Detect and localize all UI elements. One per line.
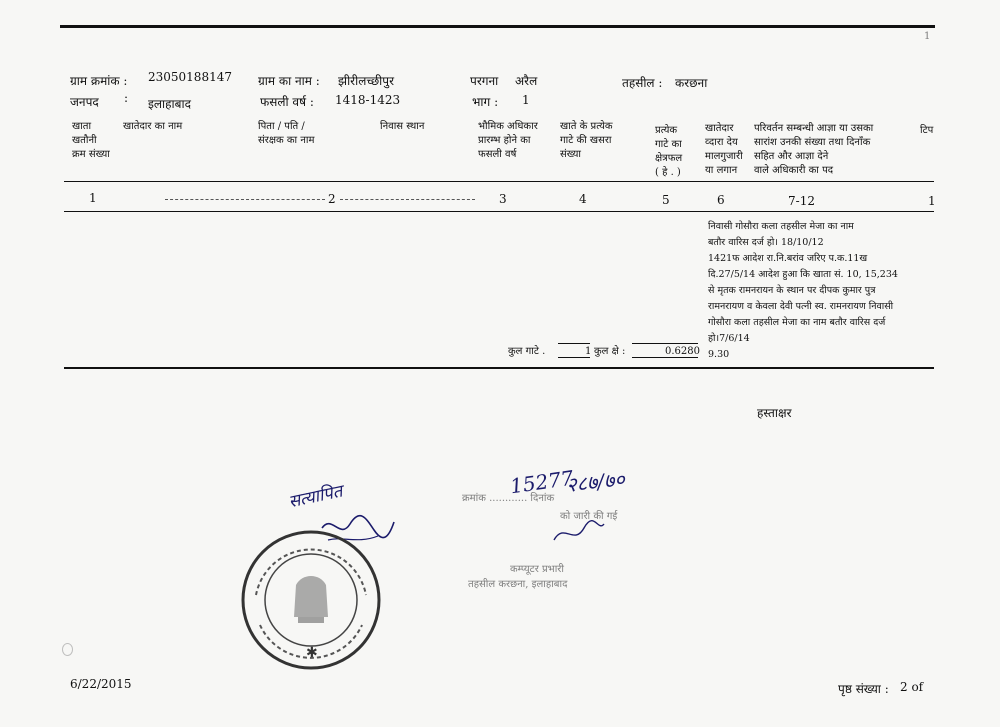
col-revenue: खातेदार व्दारा देय मालगुजारी या लगान	[705, 123, 743, 176]
note-line: दि.27/5/14 आदेश हुआ कि खाता सं. 10, 15,234	[708, 269, 898, 280]
colnum-7-12: 7-12	[788, 194, 815, 208]
colnum-6: 6	[717, 193, 725, 207]
note-line: बतौर वारिस दर्ज हो। 18/10/12	[708, 237, 824, 248]
col-remarks: टिप	[920, 125, 934, 136]
colnum-13: 1	[928, 194, 936, 208]
svg-text:✱: ✱	[306, 645, 318, 661]
col-father-name: पिता / पति / संरक्षक का नाम	[258, 121, 315, 146]
total-area-label: कुल क्षे :	[594, 346, 626, 357]
colnum-1: 1	[89, 191, 97, 205]
change-order-notes	[708, 219, 923, 363]
note-line: 9.30	[708, 349, 730, 360]
bottom-table-rule	[64, 367, 934, 369]
colnum-2: 2	[328, 192, 336, 206]
stamp-line-1: क्रमांक ............ दिनांक	[462, 493, 555, 504]
header-rule	[64, 181, 934, 182]
colnum-4: 4	[579, 192, 587, 206]
col-change-order: परिवर्तन सम्बन्धी आज्ञा या उसका सारांश उनकी संख्या तथा दिनाँक सहित और आज्ञा देने वाले अधिकारी का पद	[754, 123, 874, 176]
fasli-label: फसली वर्ष :	[260, 95, 314, 109]
handwritten-number: 15277	[508, 465, 575, 499]
district-label: जनपद	[70, 95, 99, 109]
pargana-label: परगना	[470, 74, 499, 88]
pargana: अरैल	[515, 74, 538, 88]
village-code-label: ग्राम क्रमांक :	[70, 74, 128, 88]
top-right-mark: 1	[924, 31, 931, 42]
top-border	[60, 25, 935, 28]
signature-label: हस्ताक्षर	[757, 406, 792, 420]
note-line: गोसौरा कला तहसील मेजा का नाम बतौर वारिस दर्ज	[708, 317, 886, 328]
total-gata-label: कुल गाटे .	[508, 346, 546, 357]
col-khasra-number: खाते के प्रत्येक गाटे की खसरा संख्या	[560, 121, 613, 160]
note-line: निवासी गोसौरा कला तहसील मेजा का नाम	[708, 221, 854, 232]
colnum-2-dash-right	[340, 199, 475, 200]
colnum-5: 5	[662, 193, 670, 207]
numbers-rule	[64, 211, 934, 212]
page-number: 2 of	[900, 680, 924, 694]
signature-scribble-2	[548, 518, 608, 548]
village-code: 23050188147	[148, 70, 232, 84]
note-line: से मृतक रामनरायन के स्थान पर दीपक कुमार पुत्र	[708, 285, 876, 296]
handwritten-number-2: २८७/७०	[564, 466, 626, 498]
page-number-label: पृष्ठ संख्या :	[838, 682, 889, 696]
official-seal	[236, 525, 386, 675]
note-line: रामनरायण व केवला देवी पत्नी स्व. रामनरायण निवासी	[708, 301, 894, 312]
district: इलाहाबाद	[148, 97, 191, 111]
stamp-line-4: तहसील करछना, इलाहाबाद	[468, 579, 568, 590]
total-area: 0.6280	[665, 346, 700, 357]
village-name: झीरीलच्छीपुर	[338, 74, 394, 88]
col-khata: खाता खतौनी क्रम संख्या	[72, 121, 110, 160]
note-line: हो।7/6/14	[708, 333, 750, 344]
colnum-3: 3	[499, 192, 507, 206]
stamp-line-2: को जारी की गई	[560, 511, 618, 522]
handwritten-signature: सत्यापित	[286, 481, 345, 513]
punch-mark	[62, 643, 73, 656]
stamp-line-3: कम्प्यूटर प्रभारी	[510, 564, 564, 575]
village-name-label: ग्राम का नाम :	[258, 74, 320, 88]
footer-date: 6/22/2015	[70, 677, 132, 691]
note-line: 1421फ आदेश रा.नि.बरांव जरिए प.क.11ख	[708, 253, 868, 264]
tehsil-label: तहसील :	[622, 76, 663, 90]
district-sep: :	[124, 91, 129, 105]
col-khatedar-name: खातेदार का नाम	[123, 121, 183, 132]
col-area: प्रत्येक गाटे का क्षेत्रफल ( हे . )	[655, 125, 683, 178]
tehsil: करछना	[675, 76, 708, 90]
fasli-year: 1418-1423	[335, 93, 401, 107]
bhag: 1	[522, 93, 530, 107]
bhag-label: भाग :	[472, 95, 499, 109]
colnum-2-dash-left	[165, 199, 325, 200]
col-land-rights-year: भौमिक अधिकार प्रारम्भ होने का फसली वर्ष	[478, 121, 538, 160]
total-gata: 1	[585, 346, 592, 357]
col-residence: निवास स्थान	[380, 121, 425, 132]
